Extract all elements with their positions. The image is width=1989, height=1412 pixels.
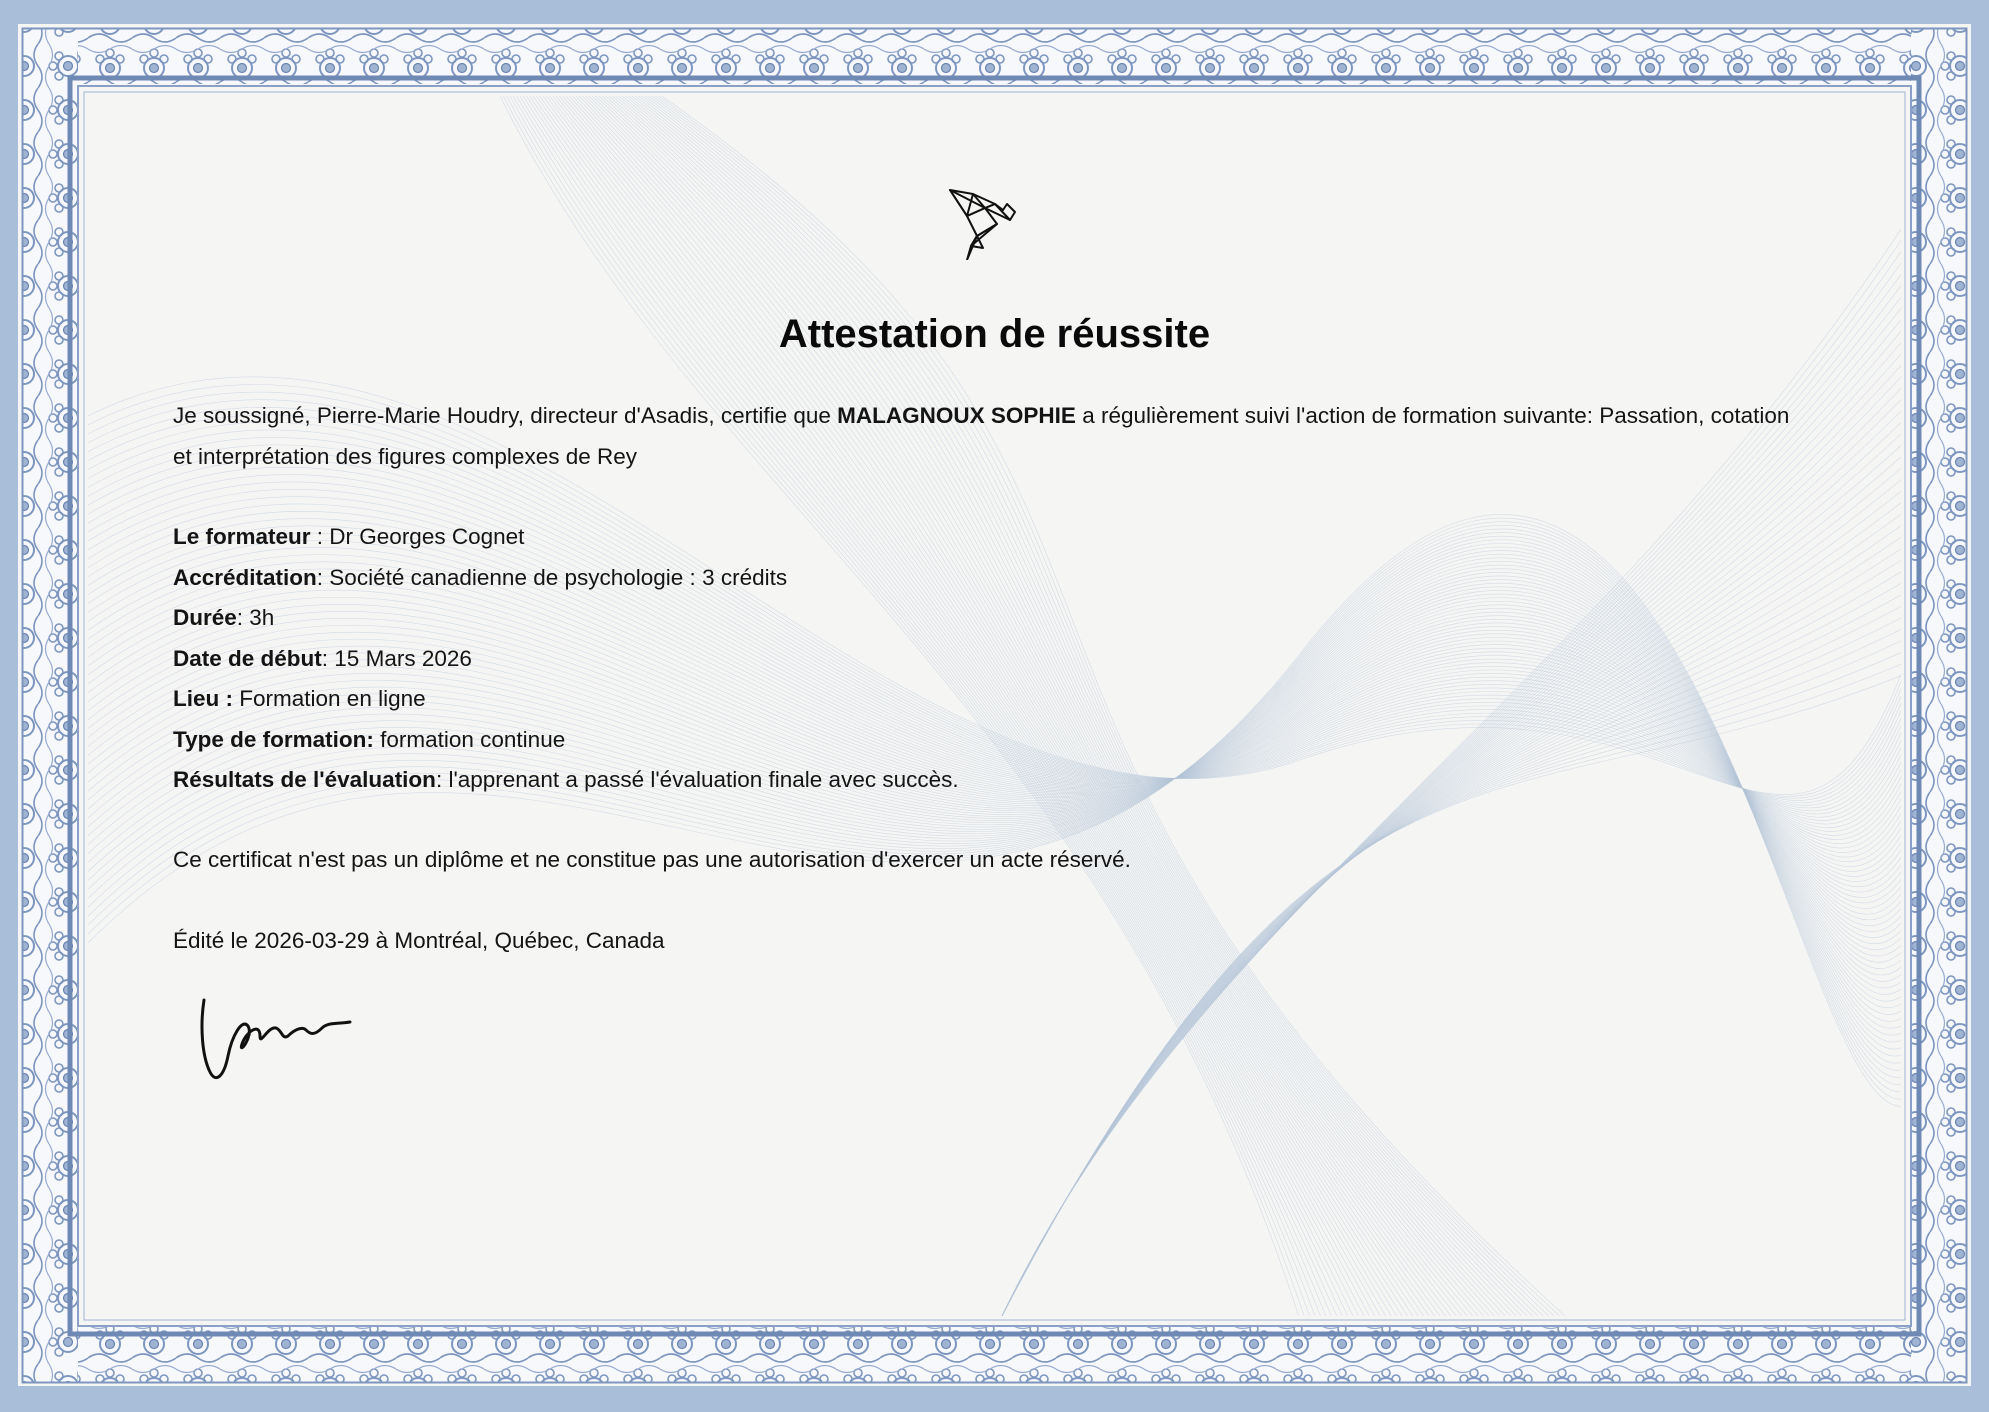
detail-label: Lieu : [173, 686, 233, 711]
detail-value: formation continue [380, 726, 566, 752]
detail-trainer [173, 517, 1813, 558]
detail-location [173, 679, 1813, 720]
detail-label: Date de début [173, 645, 322, 671]
origami-bird-icon [925, 160, 1045, 260]
disclaimer-text: Ce certificat n'est pas un diplôme et ne constitue pas une autorisation d'exercer un acte réservé. [173, 847, 1131, 872]
detail-training-type [173, 720, 1813, 761]
detail-separator: : [316, 564, 330, 590]
detail-value: Formation en ligne [239, 686, 426, 711]
recipient-name: MALAGNOUX SOPHIE [837, 403, 1076, 428]
detail-value: 15 Mars 2026 [334, 645, 472, 671]
detail-value: 3h [249, 605, 275, 630]
detail-label: Le formateur [173, 524, 311, 549]
detail-evaluation-results [173, 760, 1813, 801]
intro-text-before: Je soussigné, Pierre-Marie Houdry, directeur d'Asadis, certifie que [173, 403, 838, 428]
detail-separator: : [321, 645, 335, 671]
page-title: Attestation de réussite [778, 312, 1211, 356]
detail-label: Accréditation [173, 564, 317, 590]
edited-date-location: Édité le 2026-03-29 à Montréal, Québec, Canada [173, 928, 665, 953]
detail-label: Résultats de l'évaluation [173, 767, 436, 792]
handwritten-signature [198, 996, 358, 1086]
detail-start-date [173, 639, 1813, 680]
detail-separator: : [236, 605, 250, 630]
detail-value: Dr Georges Cognet [329, 524, 525, 549]
detail-separator: : [435, 767, 449, 792]
detail-label: Durée [173, 605, 237, 630]
detail-duration [173, 598, 1813, 639]
detail-accreditation [173, 558, 1813, 599]
detail-label: Type de formation: [173, 726, 374, 752]
intro-text-after: a régulièrement suivi l'action de formation suivante: Passation, cotation et interprétation des figures complexes de Rey [173, 403, 1790, 469]
details-list [173, 517, 1813, 801]
detail-separator: : [310, 524, 330, 549]
intro-paragraph [173, 396, 1813, 477]
detail-value: l'apprenant a passé l'évaluation finale avec succès. [448, 767, 959, 792]
detail-value: Société canadienne de psychologie : 3 crédits [329, 564, 788, 590]
